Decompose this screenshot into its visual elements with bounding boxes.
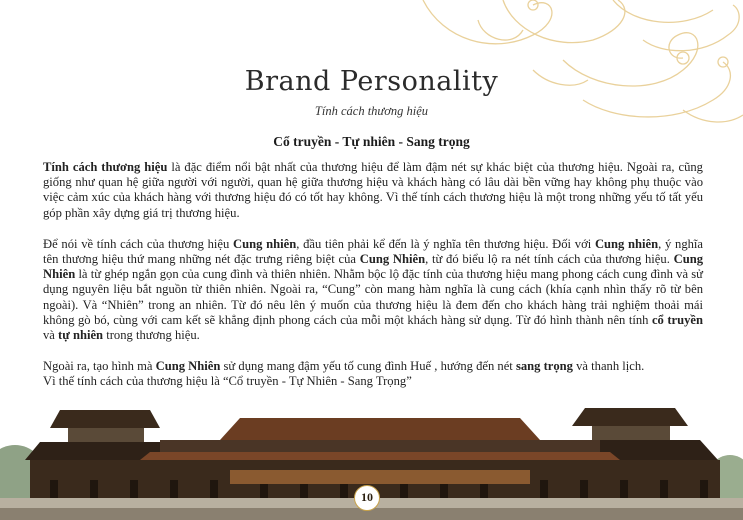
page-subtitle: Tính cách thương hiệu [314, 104, 429, 118]
paragraph-2 [43, 237, 703, 343]
paragraph-text: trong thương hiệu. [103, 328, 200, 343]
paragraph-text: và thanh lịch. [572, 359, 645, 374]
paragraph-text: sử dụng mang đậm yếu tố cung đình Huế , hướng đến nét [220, 359, 516, 374]
paragraph-text: , đầu tiên phải kể đến là ý nghĩa tên thương hiệu. Đối với [296, 236, 595, 251]
bold-text: Cung Nhiên [359, 252, 426, 267]
bold-text: Tính cách thương hiệu [43, 160, 168, 174]
bold-text: Cung nhiên [594, 236, 659, 251]
bold-text: Cung nhiên [233, 236, 297, 251]
paragraph-1 [43, 160, 703, 221]
brand-tagline: Cổ truyền - Tự nhiên - Sang trọng [273, 134, 470, 149]
paragraph-text: Vì thế tính cách của thương hiệu là “Cổ truyền - Tự Nhiên - Sang Trọng” [43, 374, 412, 389]
paragraph-text: , ý nghĩa tên thương hiệu thứ mang những nét đặc trưng riêng biệt của [43, 236, 703, 267]
bold-text: tự nhiên [58, 328, 104, 343]
paragraph-3 [43, 359, 703, 389]
body-text [43, 160, 703, 390]
page-number: 10 [354, 485, 380, 511]
bold-text: Cung Nhiên [43, 252, 703, 282]
paragraph-text: và [43, 328, 59, 343]
bold-text: Cung Nhiên [155, 359, 221, 374]
paragraph-text: , từ đó biểu lộ ra nét tính cách của thương hiệu. [425, 252, 674, 267]
paragraph-text: Ngoài ra, tạo hình mà [43, 359, 156, 374]
paragraph-text: là đặc điểm nổi bật nhất của thương hiệu để làm đậm nét sự khác biệt của thương hiệu. Ngoài ra, cũng giống như quan hệ giữa người với người, quan hệ giữa thương hiệu và khách hàng có lâu dài bền vững hay không phụ thuộc vào việc cảm xúc của khách hàng với thương hiệu đó có tốt hay không. Vì thế tính cách thương hiệu là một trong những yếu tố tất yếu góp phần xây dựng giá trị thương hiệu. [43, 160, 703, 220]
bold-text: cổ truyền [651, 312, 703, 327]
bold-text: sang trọng [515, 359, 573, 374]
paragraph-text: là từ ghép ngắn gọn của cung đình và thiên nhiên. Nhằm bộc lộ đặc tính của thương hiệu mang phong cách cung đình và sử dụng nguyên liệu bắt nguồn từ thiên nhiên. Ngoài ra, “Cung” còn mang hàm nghĩa là cung cách (khía cạnh nhìn thấy rõ từ bên ngoài). Và “Nhiên” trong an nhiên. Từ đó nêu lên ý muốn của thương hiệu là đem đến cho khách hàng trải nghiệm thoải mái không gò bó, cùng với cam kết sẽ khẳng định phong cách của mỗi một khách hàng sử dụng. Từ đó hình thành nên tính [43, 267, 703, 327]
paragraph-text: Để nói về tính cách của thương hiệu [43, 236, 234, 251]
page-title: Brand Personality [244, 66, 499, 97]
